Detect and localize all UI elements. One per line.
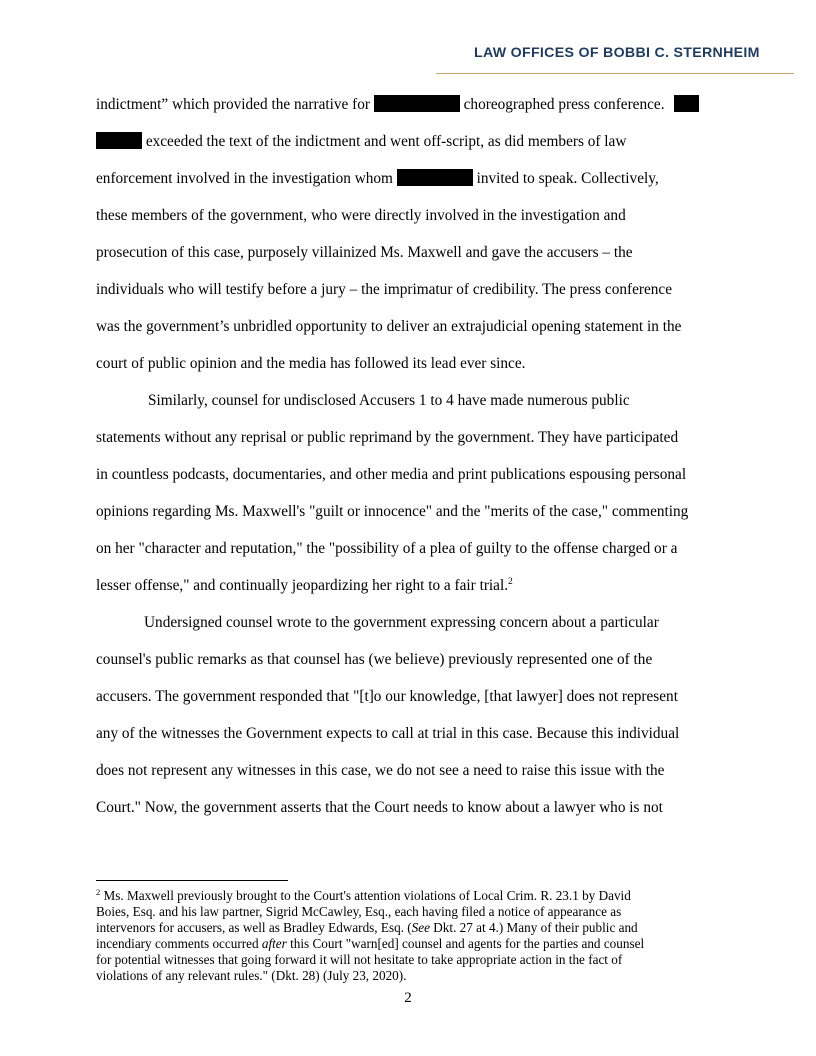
letterhead-rule: [436, 73, 794, 74]
footnote-line: incendiary comments occurred after this Court "warn[ed] counsel and agents for the parties and counsel: [96, 936, 645, 951]
firm-name: LAW OFFICES OF BOBBI C. STERNHEIM: [474, 45, 760, 61]
text-line: any of the witnesses the Government expects to call at trial in this case. Because this individual: [96, 725, 680, 742]
footnote-line: violations of any relevant rules." (Dkt. 28) (July 23, 2020).: [96, 968, 407, 983]
redaction-box: [374, 95, 460, 112]
text-line: individuals who will testify before a jury – the imprimatur of credibility. The press conference: [96, 281, 673, 298]
footnote-line: for potential witnesses that going forward it will not hesitate to take appropriate action in the fact of: [96, 952, 623, 967]
text-line: indictment” which provided the narrative for choreographed press conference.: [96, 95, 699, 115]
text-line: these members of the government, who were directly involved in the investigation and: [96, 207, 626, 224]
text-line: enforcement involved in the investigation whom invited to speak. Collectively,: [96, 170, 659, 187]
text-line: accusers. The government responded that "[t]o our knowledge, [that lawyer] does not represent: [96, 688, 678, 705]
text-line: was the government’s unbridled opportunity to deliver an extrajudicial opening statement in the: [96, 318, 682, 335]
text-line: on her "character and reputation," the "possibility of a plea of guilty to the offense charged or a: [96, 540, 678, 557]
text-line: statements without any reprisal or public reprimand by the government. They have participated: [96, 429, 679, 446]
text-line: counsel's public remarks as that counsel has (we believe) previously represented one of the: [96, 651, 653, 668]
page-number: 2: [404, 990, 412, 1006]
text-line: does not represent any witnesses in this case, we do not see a need to raise this issue with the: [96, 762, 665, 779]
text-line: Undersigned counsel wrote to the government expressing concern about a particular: [144, 614, 659, 631]
footnote-line: intervenors for accusers, as well as Bradley Edwards, Esq. (See Dkt. 27 at 4.) Many of their public and: [96, 920, 638, 935]
text-line: opinions regarding Ms. Maxwell's "guilt or innocence" and the "merits of the case," commenting: [96, 503, 689, 520]
redaction-box: [674, 95, 699, 112]
redaction-box: [96, 132, 142, 149]
footnote-line: $^2$ Ms. Maxwell previously brought to the Court's attention violations of Local Crim. R. 23.1 by David: [96, 887, 631, 903]
text-line: Similarly, counsel for undisclosed Accusers 1 to 4 have made numerous public: [148, 392, 630, 409]
text-line: Court." Now, the government asserts that the Court needs to know about a lawyer who is not: [96, 799, 663, 816]
text-line: court of public opinion and the media has followed its lead ever since.: [96, 355, 526, 372]
text-line: lesser offense," and continually jeopardizing her right to a fair trial.$^2$: [96, 577, 513, 594]
footnote-line: Boies, Esq. and his law partner, Sigrid McCawley, Esq., each having filed a notice of appearance as: [96, 904, 622, 919]
text-line: in countless podcasts, documentaries, and other media and print publications espousing personal: [96, 466, 687, 483]
footnote-separator: [96, 880, 288, 881]
text-line: exceeded the text of the indictment and went off-script, as did members of law: [96, 132, 626, 152]
text-line: prosecution of this case, purposely villainized Ms. Maxwell and gave the accusers – the: [96, 244, 633, 261]
footnote-ref: 2: [508, 577, 513, 587]
footnote-number: 2: [96, 887, 101, 897]
redaction-box: [397, 169, 473, 186]
